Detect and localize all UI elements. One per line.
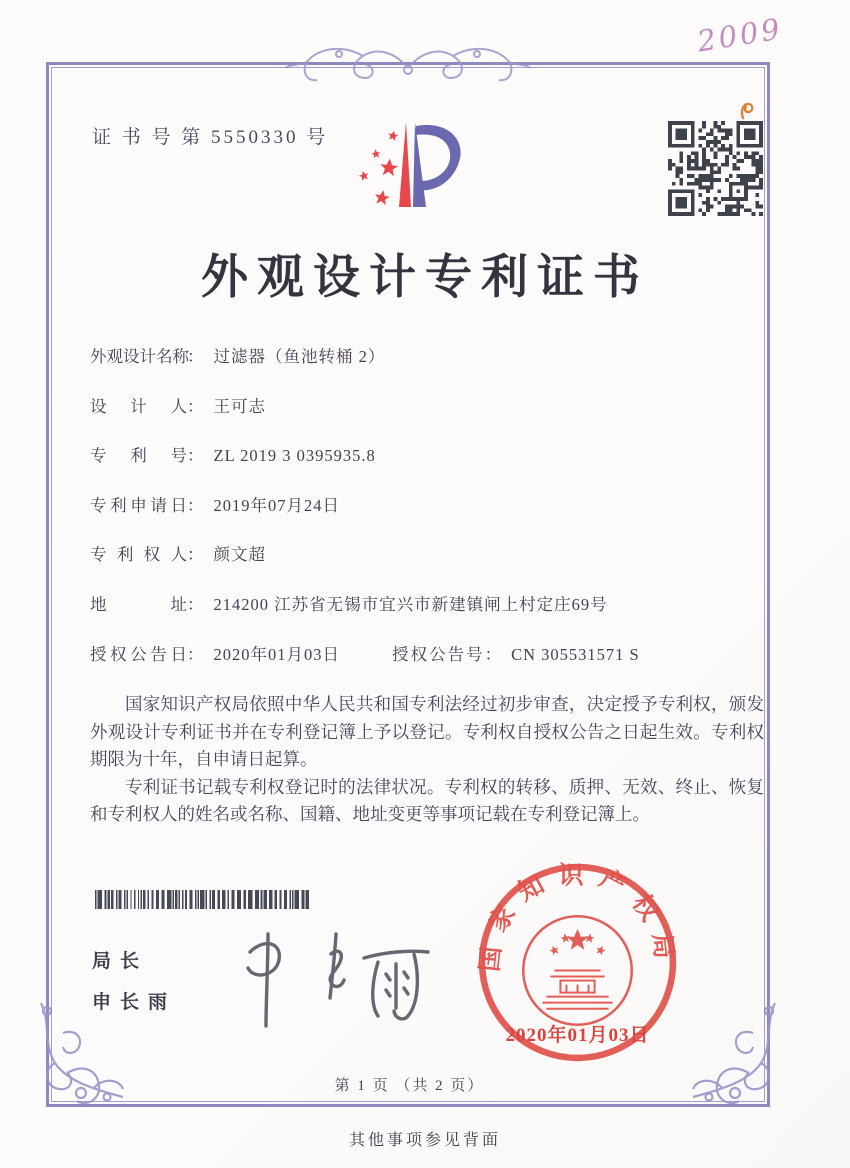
ink-mark-icon xyxy=(737,100,757,122)
legal-paragraph: 国家知识产权局依照中华人民共和国专利法经过初步审查，决定授予专利权，颁发外观设计专利证书并在专利登记簿上予以登记。专利权自授权公告之日起生效。专利权期限为十年，自申请日起算。 xyxy=(90,694,764,770)
field-grant-date: 授权公告日： 2020年01月03日 授权公告号： CN 305531571 S xyxy=(90,641,770,691)
field-label: 专利权人 xyxy=(90,545,187,565)
back-note: 其他事项参见背面 xyxy=(348,1132,501,1149)
field-value: CN 305531571 S xyxy=(511,644,640,664)
field-label: 授权公告日 xyxy=(90,644,187,664)
field-label: 外观设计名称 xyxy=(90,347,189,366)
legal-paragraph: 专利证书记载专利权登记时的法律状况。专利权的转移、质押、无效、终止、恢复和专利权人的姓名或名称、国籍、地址变更等事项记载在专利登记簿上。 xyxy=(90,776,764,825)
field-label: 专利号 xyxy=(90,446,187,466)
certificate-number: 证 书 号 第 5550330 号 xyxy=(92,127,329,148)
barcode-icon xyxy=(95,890,311,909)
field-value: 2020年01月03日 xyxy=(213,644,340,664)
signer-name: 申长雨 xyxy=(92,992,177,1013)
field-value: 王可志 xyxy=(213,396,266,416)
field-value: 过滤器（鱼池转桶 2） xyxy=(213,347,386,366)
cnipa-logo-icon xyxy=(336,110,474,220)
field-design-name: 外观设计名称： 过滤器（鱼池转桶 2） xyxy=(90,343,770,393)
field-patentee: 专利权人： 颜文超 xyxy=(90,541,770,591)
field-value: ZL 2019 3 0395935.8 xyxy=(213,446,376,466)
seal-text: 国家知识产权局 xyxy=(476,862,679,973)
field-filing-date: 专利申请日： 2019年07月24日 xyxy=(90,492,770,542)
field-label: 授权公告号 xyxy=(392,644,485,664)
certificate-title: 外观设计专利证书 xyxy=(201,252,649,304)
field-grant-number: 授权公告号： CN 305531571 S xyxy=(392,641,640,665)
field-label: 专利申请日 xyxy=(90,495,187,515)
field-value: 2019年07月24日 xyxy=(213,495,340,515)
certificate-fields xyxy=(90,343,770,690)
field-value: 214200 江苏省无锡市宜兴市新建镇闸上村定庄69号 xyxy=(213,594,608,614)
field-value: 颜文超 xyxy=(213,545,266,565)
field-patent-number: 专利号： ZL 2019 3 0395935.8 xyxy=(90,442,770,492)
handwritten-note: 2009 xyxy=(694,11,785,59)
signature-icon xyxy=(218,922,433,1034)
signer-block xyxy=(92,946,176,1014)
field-designer: 设计人： 王可志 xyxy=(90,393,770,443)
border-ornament-icon xyxy=(673,993,783,1118)
qr-code-icon xyxy=(668,121,763,216)
signer-title: 局长 xyxy=(92,951,149,972)
seal-date: 2020年01月03日 xyxy=(505,1025,650,1046)
legal-text xyxy=(90,691,764,829)
page-indicator: 第 1 页 （共 2 页） xyxy=(334,1078,485,1094)
field-label: 设计人 xyxy=(90,396,187,416)
field-address: 地址： 214200 江苏省无锡市宜兴市新建镇闸上村定庄69号 xyxy=(90,591,770,641)
border-ornament-icon xyxy=(283,38,533,90)
field-label: 地址 xyxy=(90,594,187,614)
